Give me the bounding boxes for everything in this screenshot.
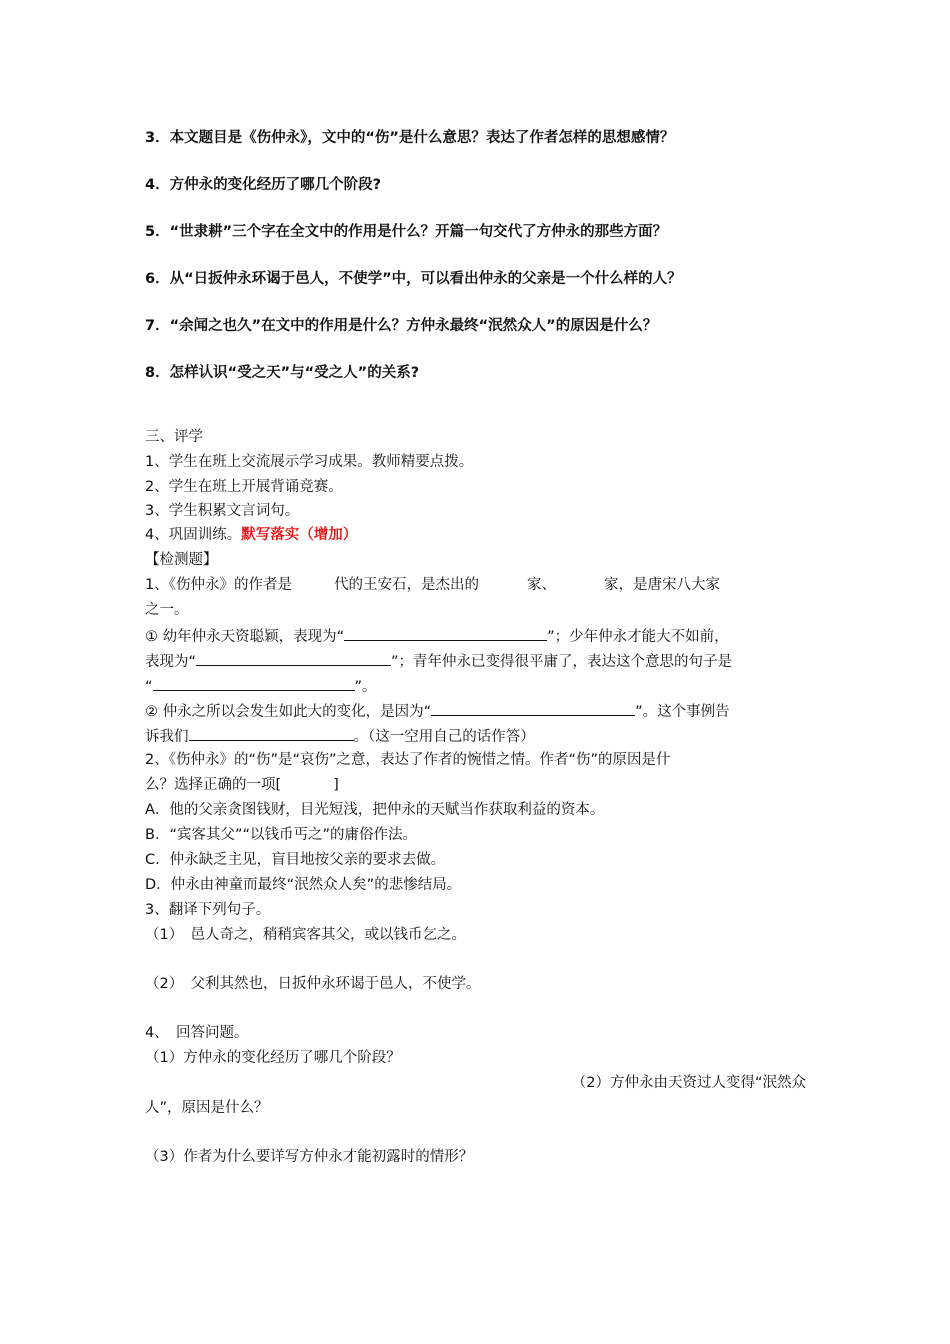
option-b: B．“宾客其父”“以钱币丐之”的庸俗作法。 (145, 827, 417, 843)
section-item-4 (145, 525, 357, 545)
q1-2-text-a: ② 仲永之所以会发生如此大的变化，是因为“ (145, 704, 432, 720)
question-7: 7．“余闻之也久”在文中的作用是什么？方仲永最终“泯然众人”的原因是什么？ (145, 318, 658, 334)
blank-reason[interactable] (431, 700, 635, 716)
question-8: 8．怎样认识“受之天”与“受之人”的关系? (145, 365, 420, 381)
option-d: D．仲永由神童而最终“泯然众人矣”的悲惨结局。 (145, 877, 462, 893)
test-q1-line (145, 575, 720, 595)
section-item-3: 3、学生积累文言词句。 (145, 503, 300, 519)
q2-text-b: 么？选择正确的一项[ (145, 777, 282, 793)
section-item-4-text: 4、巩固训练。 (145, 527, 242, 543)
q1-1-text-e: “ (145, 679, 153, 695)
test-q1-sub2-line (145, 700, 730, 722)
test-q1-sub1-line-3 (145, 675, 377, 697)
test-q3-2: （2） 父利其然也，日扳仲永环谒于邑人，不使学。 (145, 976, 481, 992)
test-heading: 【检测题】 (145, 552, 218, 568)
q1-1-text-f: ”。 (354, 679, 377, 695)
test-q2-line: 2、《伤仲永》的“伤”是“哀伤”之意，表达了作者的惋惜之情。作者“伤”的原因是什 (145, 752, 671, 768)
q1-text-c: 家、 (526, 577, 556, 593)
q1-1-text-a: ① 幼年仲永天资聪颖，表现为“ (145, 629, 345, 645)
question-5: 5．“世隶耕”三个字在全文中的作用是什么？开篇一句交代了方仲永的那些方面？ (145, 224, 668, 240)
q1-1-text-b: ”；少年仲永才能大不如前， (547, 629, 729, 645)
question-6: 6．从“日扳仲永环谒于邑人，不使学”中，可以看出仲永的父亲是一个什么样的人？ (145, 271, 682, 287)
question-4: 4．方仲永的变化经历了哪几个阶段? (145, 177, 381, 193)
q1-text-a: 1、《伤仲永》的作者是 (145, 577, 292, 593)
section-item-1: 1、学生在班上交流展示学习成果。教师精要点拨。 (145, 454, 474, 470)
test-q1-sub2-line-2 (145, 725, 535, 747)
q1-2-text-c: 诉我们 (145, 729, 189, 745)
q2-text-c: ] (333, 777, 339, 793)
blank-childhood[interactable] (344, 625, 547, 641)
blank-lesson[interactable] (189, 725, 354, 741)
test-q4-2: （2）方仲永由天资过人变得“泯然众 (571, 1075, 806, 1091)
q1-1-text-d: ”；青年仲永已变得很平庸了，表达这个意思的句子是 (391, 654, 733, 670)
option-c: C．仲永缺乏主见，盲目地按父亲的要求去做。 (145, 852, 446, 868)
test-q4-3: （3）作者为什么要详写方仲永才能初露时的情形？ (145, 1149, 474, 1165)
q1-2-text-d: 。（这一空用自己的话作答） (353, 729, 535, 745)
test-q4: 4、 回答问题。 (145, 1025, 249, 1041)
test-q3-1: （1） 邑人奇之，稍稍宾客其父，或以钱币乞之。 (145, 927, 466, 943)
test-q1-sub1-line-2 (145, 650, 732, 672)
test-q1-line-2: 之一。 (145, 602, 189, 618)
option-a: A．他的父亲贪图钱财，目光短浅，把仲永的天赋当作获取利益的资本。 (145, 802, 605, 818)
q1-1-text-c: 表现为“ (145, 654, 197, 670)
test-q1-sub1-line (145, 625, 729, 647)
q1-text-d: 家，是唐宋八大家 (603, 577, 720, 593)
test-q4-2-continued: 人”，原因是什么？ (145, 1100, 269, 1116)
section-item-2: 2、学生在班上开展背诵竞赛。 (145, 479, 343, 495)
blank-adult-sentence[interactable] (153, 675, 355, 691)
test-q2-line-2 (145, 775, 339, 795)
test-q4-1: （1）方仲永的变化经历了哪几个阶段？ (145, 1050, 401, 1066)
question-3: 3．本文题目是《伤仲永》，文中的“伤”是什么意思？表达了作者怎样的思想感情？ (145, 130, 675, 146)
highlight-note: 默写落实（增加） (241, 527, 358, 543)
section-title: 三、评学 (145, 429, 203, 445)
q1-text-b: 代的王安石，是杰出的 (333, 577, 479, 593)
blank-youth[interactable] (196, 650, 391, 666)
q1-2-text-b: ”。这个事例告 (635, 704, 730, 720)
test-q3: 3、翻译下列句子。 (145, 902, 271, 918)
